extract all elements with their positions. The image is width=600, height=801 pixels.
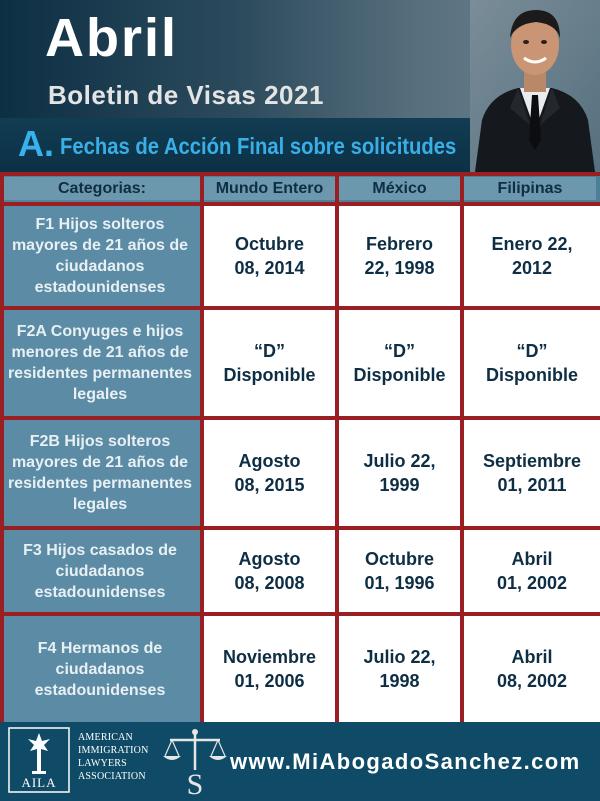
table-divider — [335, 172, 339, 722]
page-subtitle: Boletin de Visas 2021 — [48, 80, 324, 110]
row-f1-philippines: Enero 22, 2012 — [464, 206, 600, 306]
section-title: Fechas de Acción Final sobre solicitudes — [60, 133, 457, 159]
row-f2a-worldwide: “D” Disponible — [204, 310, 335, 416]
section-letter: A. — [18, 123, 54, 164]
table-divider — [460, 172, 464, 722]
row-f3-philippines: Abril 01, 2002 — [464, 530, 600, 612]
row-f3-category: F3 Hijos casados de ciudadanos estadounidenses — [0, 530, 200, 612]
row-f3-worldwide: Agosto 08, 2008 — [204, 530, 335, 612]
aila-name-line: ASSOCIATION — [78, 771, 146, 782]
scales-logo-letter: S — [186, 768, 204, 798]
row-f3-mexico: Octubre 01, 1996 — [339, 530, 460, 612]
column-header-philippines: Filipinas — [464, 177, 596, 200]
row-f2b-philippines: Septiembre 01, 2011 — [464, 420, 600, 526]
aila-name-line: LAWYERS — [78, 758, 127, 769]
page-title: Abril — [45, 8, 179, 68]
aila-name-line: AMERICAN — [78, 732, 133, 743]
row-f2b-category: F2B Hijos solteros mayores de 21 años de residentes permanentes legales — [0, 420, 200, 526]
aila-name-line: IMMIGRATION — [78, 745, 149, 756]
aila-name — [78, 731, 168, 783]
row-f1-category: F1 Hijos solteros mayores de 21 años de ciudadanos estadounidenses — [0, 206, 200, 306]
row-f1-mexico: Febrero 22, 1998 — [339, 206, 460, 306]
table-divider — [0, 612, 600, 616]
table-divider — [0, 416, 600, 420]
table-divider — [200, 172, 204, 722]
column-header-worldwide: Mundo Entero — [204, 177, 335, 200]
row-f4-category: F4 Hermanos de ciudadanos estadounidenses — [0, 616, 200, 722]
table-divider — [0, 526, 600, 530]
attorney-portrait-image — [470, 0, 600, 172]
row-f2a-category: F2A Conyuges e hijos menores de 21 años de residentes permanentes legales — [0, 310, 200, 416]
column-header-mexico: México — [339, 177, 460, 200]
scales-of-justice-icon — [160, 724, 230, 798]
website-link[interactable]: www.MiAbogadoSanchez.com — [230, 749, 581, 774]
row-f4-worldwide: Noviembre 01, 2006 — [204, 616, 335, 722]
row-f1-worldwide: Octubre 08, 2014 — [204, 206, 335, 306]
table-divider — [0, 202, 600, 206]
column-header-category: Categorias: — [4, 177, 200, 200]
row-f2b-worldwide: Agosto 08, 2015 — [204, 420, 335, 526]
row-f4-mexico: Julio 22, 1998 — [339, 616, 460, 722]
aila-logo-icon — [8, 727, 70, 793]
row-f4-philippines: Abril 08, 2002 — [464, 616, 600, 722]
row-f2b-mexico: Julio 22, 1999 — [339, 420, 460, 526]
aila-logo-text: AILA — [21, 775, 57, 790]
row-f2a-philippines: “D” Disponible — [464, 310, 600, 416]
table-divider — [0, 172, 4, 722]
row-f2a-mexico: “D” Disponible — [339, 310, 460, 416]
table-divider — [0, 172, 600, 176]
table-divider — [0, 306, 600, 310]
